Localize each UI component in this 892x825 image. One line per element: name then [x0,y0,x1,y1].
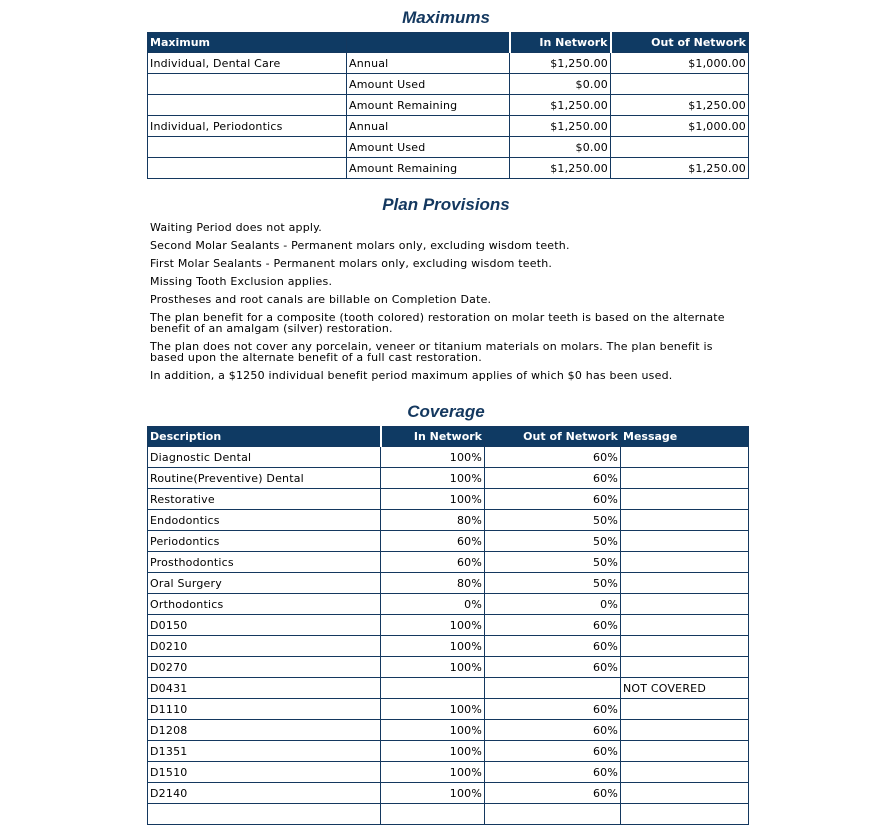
description-cell: D1510 [148,762,381,783]
in-network-amount-cell: $1,250.00 [510,95,611,116]
message-cell: NOT COVERED [621,678,749,699]
in-network-percent-cell: 100% [381,636,485,657]
out-of-network-amount-cell: $1,000.00 [611,53,749,74]
coverage-header-row [148,427,749,447]
provision-item: First Molar Sealants - Permanent molars only, excluding wisdom teeth. [150,257,553,270]
maximums-row [148,158,749,179]
in-network-percent-cell: 100% [381,720,485,741]
coverage-row [148,552,749,573]
provision-item: Missing Tooth Exclusion applies. [150,275,333,288]
out-of-network-percent-cell: 60% [485,636,621,657]
message-cell [621,489,749,510]
description-cell: Periodontics [148,531,381,552]
message-cell [621,720,749,741]
maximum-type-cell [148,137,347,158]
out-of-network-percent-cell: 50% [485,510,621,531]
message-cell [621,531,749,552]
provision-item: The plan benefit for a composite (tooth colored) restoration on molar teeth is based on the alternate benefit of an amalgam (silver) restoration. [150,311,725,335]
description-cell [148,804,381,825]
coverage-row [148,489,749,510]
in-network-amount-cell: $1,250.00 [510,116,611,137]
out-of-network-percent-cell: 60% [485,447,621,468]
in-network-amount-cell: $0.00 [510,137,611,158]
message-cell [621,762,749,783]
description-cell: D1351 [148,741,381,762]
in-network-percent-cell: 80% [381,510,485,531]
description-cell: Diagnostic Dental [148,447,381,468]
coverage-table [147,426,749,825]
maximum-period-column-header [347,33,510,53]
coverage-row [148,783,749,804]
in-network-percent-cell: 100% [381,657,485,678]
maximum-period-cell: Amount Used [347,74,510,95]
maximum-period-cell: Amount Used [347,137,510,158]
in-network-percent-cell: 100% [381,489,485,510]
description-cell: D1208 [148,720,381,741]
maximum-period-cell: Amount Remaining [347,95,510,116]
out-of-network-amount-cell: $1,000.00 [611,116,749,137]
in-network-percent-cell: 0% [381,594,485,615]
coverage-row [148,804,749,825]
coverage-title: Coverage [407,402,485,421]
out-of-network-amount-cell: $1,250.00 [611,95,749,116]
maximum-type-cell [148,158,347,179]
maximum-column-header: Maximum [148,33,347,53]
description-cell: D0270 [148,657,381,678]
out-of-network-amount-cell [611,137,749,158]
description-cell: Endodontics [148,510,381,531]
provision-item: Waiting Period does not apply. [150,221,323,234]
out-of-network-percent-cell: 60% [485,762,621,783]
maximums-row [148,116,749,137]
provision-item: Second Molar Sealants - Permanent molars only, excluding wisdom teeth. [150,239,570,252]
description-cell: Oral Surgery [148,573,381,594]
out-of-network-percent-cell: 60% [485,741,621,762]
description-cell: Prosthodontics [148,552,381,573]
out-of-network-percent-cell: 60% [485,699,621,720]
coverage-row [148,468,749,489]
description-column-header: Description [148,427,381,447]
message-cell [621,699,749,720]
plan-provisions-list [150,222,750,388]
description-cell: D1110 [148,699,381,720]
in-network-amount-cell: $0.00 [510,74,611,95]
maximum-type-cell [148,95,347,116]
message-cell [621,468,749,489]
message-cell [621,615,749,636]
in-network-percent-cell [381,678,485,699]
maximum-period-cell: Annual [347,116,510,137]
in-network-percent-cell: 100% [381,699,485,720]
out-of-network-percent-cell: 60% [485,783,621,804]
description-cell: Routine(Preventive) Dental [148,468,381,489]
out-of-network-percent-cell: 60% [485,720,621,741]
in-network-percent-cell: 100% [381,447,485,468]
out-of-network-percent-cell: 60% [485,468,621,489]
plan-provisions-title: Plan Provisions [382,195,510,214]
coverage-row [148,657,749,678]
out-of-network-amount-cell: $1,250.00 [611,158,749,179]
message-column-header: Message [621,427,749,447]
message-cell [621,741,749,762]
out-of-network-percent-cell: 50% [485,573,621,594]
in-network-percent-cell: 100% [381,615,485,636]
maximums-row [148,95,749,116]
coverage-row [148,762,749,783]
out-of-network-column-header: Out of Network [611,33,749,53]
description-cell: Orthodontics [148,594,381,615]
message-cell [621,657,749,678]
maximum-period-cell: Annual [347,53,510,74]
out-of-network-percent-cell: 50% [485,552,621,573]
description-cell: D0210 [148,636,381,657]
in-network-percent-cell: 100% [381,468,485,489]
out-of-network-percent-cell [485,678,621,699]
coverage-row [148,720,749,741]
maximum-type-cell: Individual, Periodontics [148,116,347,137]
message-cell [621,510,749,531]
coverage-row [148,699,749,720]
maximum-type-cell: Individual, Dental Care [148,53,347,74]
in-network-percent-cell: 60% [381,552,485,573]
provision-item: Prostheses and root canals are billable on Completion Date. [150,293,492,306]
maximum-type-cell [148,74,347,95]
coverage-row [148,531,749,552]
in-network-column-header: In Network [381,427,485,447]
in-network-percent-cell: 100% [381,783,485,804]
in-network-percent-cell: 60% [381,531,485,552]
out-of-network-column-header: Out of Network [485,427,621,447]
description-cell: D0431 [148,678,381,699]
in-network-percent-cell: 100% [381,741,485,762]
coverage-row [148,636,749,657]
out-of-network-amount-cell [611,74,749,95]
out-of-network-percent-cell: 60% [485,657,621,678]
message-cell [621,552,749,573]
maximums-header-row [148,33,749,53]
coverage-row [148,741,749,762]
message-cell [621,573,749,594]
out-of-network-percent-cell [485,804,621,825]
coverage-row [148,510,749,531]
maximums-row [148,53,749,74]
coverage-row [148,594,749,615]
out-of-network-percent-cell: 0% [485,594,621,615]
maximums-title: Maximums [402,8,490,27]
message-cell [621,447,749,468]
coverage-row [148,678,749,699]
coverage-row [148,573,749,594]
maximums-row [148,74,749,95]
coverage-row [148,615,749,636]
in-network-percent-cell: 80% [381,573,485,594]
in-network-amount-cell: $1,250.00 [510,53,611,74]
provision-item: In addition, a $1250 individual benefit period maximum applies of which $0 has been used. [150,369,673,382]
message-cell [621,594,749,615]
message-cell [621,783,749,804]
in-network-amount-cell: $1,250.00 [510,158,611,179]
description-cell: Restorative [148,489,381,510]
in-network-percent-cell: 100% [381,762,485,783]
out-of-network-percent-cell: 60% [485,615,621,636]
maximums-row [148,137,749,158]
maximum-period-cell: Amount Remaining [347,158,510,179]
coverage-row [148,447,749,468]
in-network-percent-cell [381,804,485,825]
description-cell: D0150 [148,615,381,636]
maximums-table [147,32,749,179]
message-cell [621,804,749,825]
out-of-network-percent-cell: 50% [485,531,621,552]
message-cell [621,636,749,657]
out-of-network-percent-cell: 60% [485,489,621,510]
provision-item: The plan does not cover any porcelain, veneer or titanium materials on molars. The plan benefit is based upon the alternate benefit of a full cast restoration. [150,340,713,364]
description-cell: D2140 [148,783,381,804]
in-network-column-header: In Network [510,33,611,53]
